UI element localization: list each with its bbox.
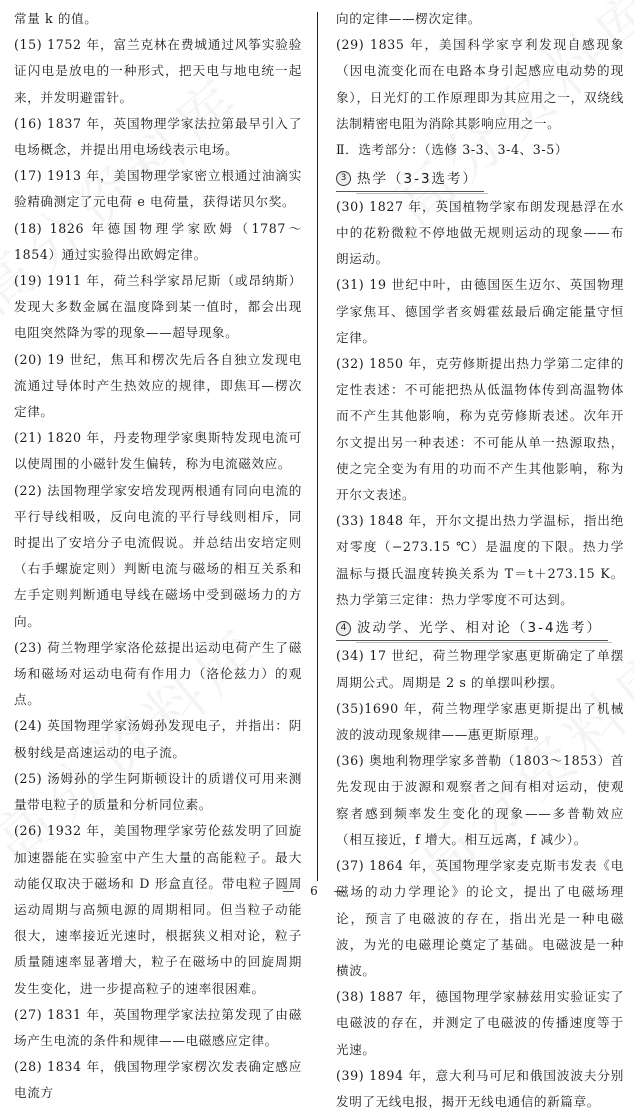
section-title: 热学（3-3选考） [357, 170, 479, 187]
section-heading [336, 616, 608, 641]
paragraph-17: (17) 1913 年，美国物理学家密立根通过油滴实验精确测定了元电荷 e 电荷量，获得诺贝尔奖。 [14, 168, 302, 210]
paragraph-16: (16) 1837 年，英国物理学家法拉第最早引入了电场概念，并提出用电场线表示电场。 [14, 115, 302, 158]
section-title: 波动学、光学、相对论（3-4选考） [357, 620, 603, 637]
paragraph-continuation: 常量 k 的值。 [14, 11, 98, 26]
paragraph-21: (21) 1820 年，丹麦物理学家奥斯特发现电流可以使周围的小磁针发生偏转，称为电流磁效应。 [14, 430, 302, 472]
paragraph-26: (26) 1932 年，美国物理学家劳伦兹发明了回旋加速器能在实验室中产生大量的高能粒子。最大动能仅取决于磁场和 D 形盒直径。带电粒子圆周运动周期与高频电源的周期相同。但当粒子动能很大，速率接近光速时，根据狭义相对论，粒子质量随速率显著增大，粒子在磁场中的回旋周期发生变化，进一步提高粒子的速率很困难。 [14, 823, 302, 996]
paragraph-20: (20) 19 世纪，焦耳和楞次先后各自独立发现电流通过导体时产生热效应的规律，即焦耳—楞次定律。 [14, 351, 302, 420]
paragraph-27: (27) 1831 年，英国物理学家法拉第发现了由磁场产生电流的条件和规律——电磁感应定律。 [14, 1006, 302, 1048]
section-heading [336, 167, 484, 192]
paragraph-35: (35)1690 年，荷兰物理学家惠更斯提出了机械波的波动现象规律——惠更斯原理。 [336, 700, 624, 743]
paragraph-34: (34) 17 世纪，荷兰物理学家惠更斯确定了单摆周期公式。周期是 2 s 的单摆叫秒摆。 [336, 648, 624, 690]
paragraph-23: (23) 荷兰物理学家洛伦兹提出运动电荷产生了磁场和磁场对运动电荷有作用力（洛伦兹力）的观点。 [14, 639, 302, 708]
paragraph-29: (29) 1835 年，美国科学家亨利发现自感现象（因电流变化而在电路本身引起感应电动势的现象），日光灯的工作原理即为其应用之一，双绕线法制精密电阻为消除其影响应用之一。 [336, 37, 624, 131]
paragraph-37: (37) 1864 年，英国物理学家麦克斯韦发表《电磁场的动力学理论》的论文，提出了电磁场理论，预言了电磁波的存在，指出光是一种电磁波，为光的电磁理论奠定了基础。电磁波是一种横波。 [336, 858, 624, 978]
paragraph-30: (30) 1827 年，英国植物学家布朗发现悬浮在水中的花粉微粒不停地做无规则运动的现象——布朗运动。 [336, 198, 624, 267]
paragraph-25: (25) 汤姆孙的学生阿斯顿设计的质谱仪可用来测量带电粒子的质量和分析同位素。 [14, 770, 302, 813]
left-column [14, 6, 302, 1107]
paragraph-24: (24) 英国物理学家汤姆孙发现电子，并指出：阴极射线是高速运动的电子流。 [14, 718, 302, 760]
paragraph-36: (36) 奥地利物理学家多普勒（1803～1853）首先发现由于波源和观察者之间有相对运动，使观察者感到频率发生变化的现象——多普勒效应（相互接近，f 增大。相互远离，f 减少）。 [336, 753, 624, 847]
part-title: Ⅱ．选考部分：（选修 3-3、3-4、3-5） [336, 142, 569, 158]
section-waves-optics-relativity [336, 613, 624, 1115]
right-column [336, 6, 624, 1115]
section-thermodynamics [336, 163, 624, 613]
circled-number-icon: 4 [336, 621, 351, 636]
paragraph-32: (32) 1850 年，克劳修斯提出热力学第二定律的定性表述：不可能把热从低温物体传到高温物体而不产生其他影响，称为克劳修斯表述。次年开尔文提出另一种表述：不可能从单一热源取热，使之完全变为有用的功而不产生其他影响，称为开尔文表述。 [336, 355, 624, 502]
paragraph-28: (28) 1834 年，俄国物理学家楞次发表确定感应电流方 [14, 1059, 302, 1101]
paragraph-15: (15) 1752 年，富兰克林在费城通过风筝实验验证闪电是放电的一种形式，把天电与地电统一起来，并发明避雷针。 [14, 37, 302, 105]
paragraph-19: (19) 1911 年，荷兰科学家昂尼斯（或昂纳斯）发现大多数金属在温度降到某一值时，都会出现电阻突然降为零的现象——超导现象。 [14, 273, 302, 341]
paragraph-22: (22) 法国物理学家安培发现两根通有同向电流的平行导线相吸，反向电流的平行导线则相斥，同时提出了安培分子电流假说。并总结出安培定则（右手螺旋定则）判断电流与磁场的相互关系和左手定则判断通电导线在磁场中受到磁场力的方向。 [14, 482, 302, 629]
column-divider [317, 12, 318, 881]
paragraph-18: (18) 1826 年德国物理学家欧姆（1787～1854）通过实验得出欧姆定律。 [14, 220, 302, 262]
paragraph-39: (39) 1894 年，意大利马可尼和俄国波波夫分别发明了无线电报，揭开无线电通信的新篇章。 [336, 1067, 624, 1109]
paragraph-28-continuation: 向的定律——楞次定律。 [336, 11, 482, 26]
page-number: — 6 — [282, 884, 352, 898]
circled-number-icon: 3 [336, 171, 351, 186]
paragraph-38: (38) 1887 年，德国物理学家赫兹用实验证实了电磁波的存在，并测定了电磁波的传播速度等于光速。 [336, 989, 624, 1057]
paragraph-31: (31) 19 世纪中叶，由德国医生迈尔、英国物理学家焦耳、德国学者亥姆霍兹最后确定能量守恒定律。 [336, 277, 624, 345]
paragraph-33: (33) 1848 年，开尔文提出热力学温标，指出绝对零度（−273.15 ℃）是温度的下限。热力学温标与摄氏温度转换关系为 T＝t＋273.15 K。热力学第三定律：热力学零度不可达到。 [336, 513, 624, 607]
